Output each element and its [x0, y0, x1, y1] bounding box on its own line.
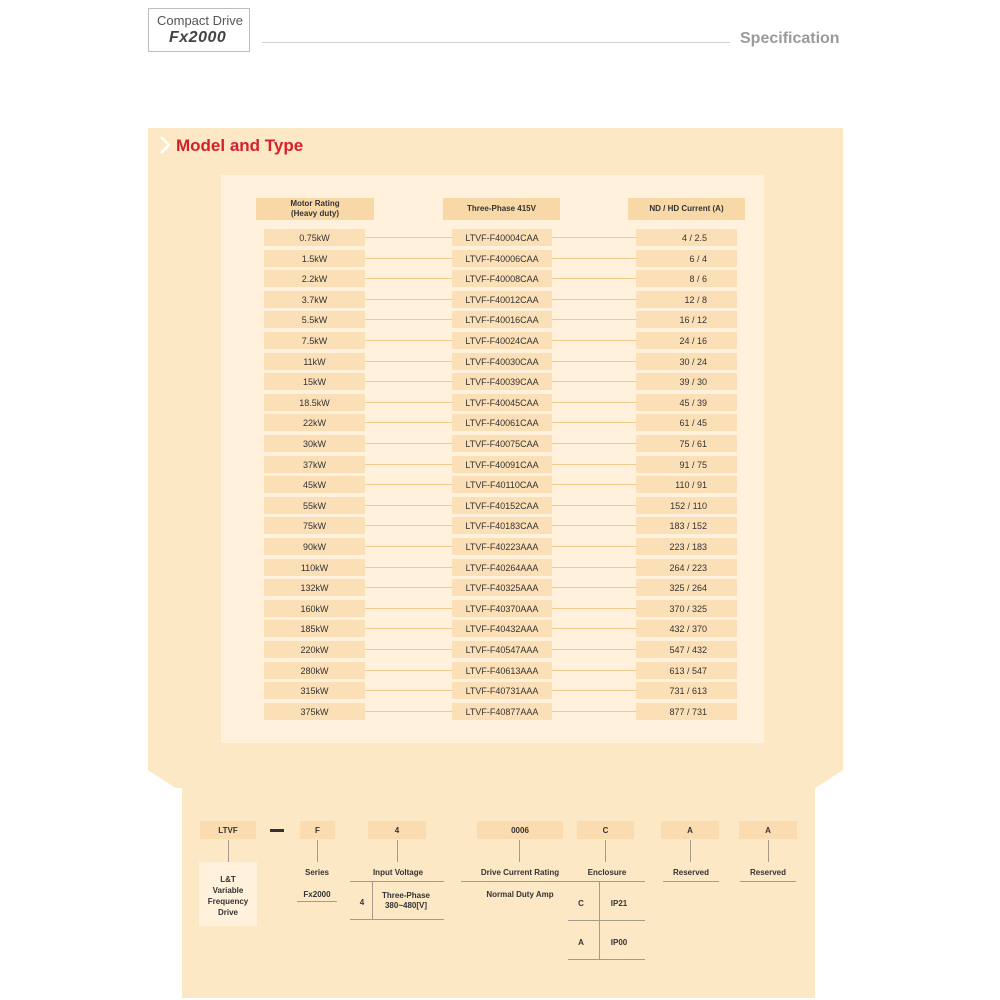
column-header-0: Motor Rating (Heavy duty) — [256, 198, 374, 220]
row-connector — [552, 464, 636, 465]
header-rule — [262, 42, 730, 43]
row-connector — [365, 422, 452, 423]
motor-rating-cell: 45kW — [264, 476, 365, 493]
model-code-cell: LTVF-F40012CAA — [452, 291, 552, 308]
row-connector — [552, 258, 636, 259]
motor-rating-cell: 18.5kW — [264, 394, 365, 411]
enclosure-value-a: IP00 — [610, 938, 628, 947]
row-connector — [365, 299, 452, 300]
row-connector — [552, 690, 636, 691]
current-rule — [461, 881, 577, 882]
current-cell: 75 / 61 — [636, 435, 737, 452]
code-voltage: 4 — [368, 821, 426, 839]
current-cell: 877 / 731 — [636, 703, 737, 720]
code-ltvf: LTVF — [200, 821, 256, 839]
current-cell: 61 / 45 — [636, 414, 737, 431]
model-code-cell: LTVF-F40045CAA — [452, 394, 552, 411]
voltage-label: Input Voltage — [372, 868, 424, 877]
current-cell: 110 / 91 — [636, 476, 737, 493]
model-code-cell: LTVF-F40264AAA — [452, 559, 552, 576]
model-code-cell: LTVF-F40091CAA — [452, 456, 552, 473]
model-code-cell: LTVF-F40731AAA — [452, 682, 552, 699]
row-connector — [365, 381, 452, 382]
enclosure-value-c: IP21 — [610, 899, 628, 908]
row-connector — [552, 525, 636, 526]
motor-rating-cell: 11kW — [264, 353, 365, 370]
enclosure-rule-mid — [568, 920, 645, 921]
enclosure-rule-bottom — [568, 959, 645, 960]
row-connector — [365, 464, 452, 465]
row-connector — [365, 278, 452, 279]
row-connector — [365, 525, 452, 526]
motor-rating-cell: 30kW — [264, 435, 365, 452]
row-connector — [552, 567, 636, 568]
connector — [605, 840, 606, 862]
connector — [397, 840, 398, 862]
current-cell: 613 / 547 — [636, 662, 737, 679]
row-connector — [365, 340, 452, 341]
logo-line1: Compact Drive — [157, 13, 243, 28]
current-cell: 183 / 152 — [636, 517, 737, 534]
row-connector — [552, 340, 636, 341]
current-value: Normal Duty Amp — [486, 890, 554, 899]
section-heading: Specification — [740, 30, 840, 47]
enclosure-rule-top — [568, 881, 645, 882]
current-cell: 16 / 12 — [636, 311, 737, 328]
motor-rating-cell: 220kW — [264, 641, 365, 658]
model-code-cell: LTVF-F40432AAA — [452, 620, 552, 637]
series-rule — [297, 901, 337, 902]
current-cell: 325 / 264 — [636, 579, 737, 596]
row-connector — [552, 711, 636, 712]
model-code-cell: LTVF-F40223AAA — [452, 538, 552, 555]
current-cell: 432 / 370 — [636, 620, 737, 637]
current-cell: 45 / 39 — [636, 394, 737, 411]
connector — [768, 840, 769, 862]
motor-rating-cell: 315kW — [264, 682, 365, 699]
connector — [690, 840, 691, 862]
enclosure-code-c: C — [578, 899, 584, 908]
current-cell: 39 / 30 — [636, 373, 737, 390]
row-connector — [365, 361, 452, 362]
code-reserved-1: A — [661, 821, 719, 839]
connector — [317, 840, 318, 862]
model-panel-bottom — [148, 770, 843, 788]
enclosure-code-a: A — [578, 938, 584, 947]
current-cell: 731 / 613 — [636, 682, 737, 699]
motor-rating-cell: 15kW — [264, 373, 365, 390]
current-cell: 24 / 16 — [636, 332, 737, 349]
motor-rating-cell: 160kW — [264, 600, 365, 617]
code-enclosure: C — [577, 821, 634, 839]
current-cell: 6 / 4 — [636, 250, 737, 267]
row-connector — [365, 649, 452, 650]
model-code-cell: LTVF-F40006CAA — [452, 250, 552, 267]
row-connector — [552, 422, 636, 423]
row-connector — [365, 443, 452, 444]
row-connector — [365, 711, 452, 712]
model-code-cell: LTVF-F40370AAA — [452, 600, 552, 617]
chevron-right-icon — [158, 135, 172, 155]
row-connector — [552, 546, 636, 547]
current-cell: 152 / 110 — [636, 497, 737, 514]
row-connector — [552, 402, 636, 403]
series-value: Fx2000 — [303, 890, 331, 899]
voltage-value: Three-Phase 380~480[V] — [381, 891, 431, 910]
current-cell: 91 / 75 — [636, 456, 737, 473]
motor-rating-cell: 1.5kW — [264, 250, 365, 267]
model-code-cell: LTVF-F40152CAA — [452, 497, 552, 514]
row-connector — [552, 628, 636, 629]
row-connector — [552, 319, 636, 320]
row-connector — [552, 670, 636, 671]
model-code-cell: LTVF-F40016CAA — [452, 311, 552, 328]
column-header-2: ND / HD Current (A) — [628, 198, 745, 220]
logo-line2: Fx2000 — [169, 29, 227, 46]
row-connector — [365, 546, 452, 547]
row-connector — [365, 258, 452, 259]
current-cell: 4 / 2.5 — [636, 229, 737, 246]
model-code-cell: LTVF-F40039CAA — [452, 373, 552, 390]
row-connector — [552, 299, 636, 300]
current-label: Drive Current Rating — [480, 868, 560, 877]
row-connector — [552, 237, 636, 238]
model-code-cell: LTVF-F40325AAA — [452, 579, 552, 596]
motor-rating-cell: 0.75kW — [264, 229, 365, 246]
model-code-cell: LTVF-F40004CAA — [452, 229, 552, 246]
row-connector — [365, 628, 452, 629]
model-code-cell: LTVF-F40024CAA — [452, 332, 552, 349]
current-cell: 223 / 183 — [636, 538, 737, 555]
motor-rating-cell: 2.2kW — [264, 270, 365, 287]
row-connector — [365, 402, 452, 403]
connector — [519, 840, 520, 862]
current-cell: 8 / 6 — [636, 270, 737, 287]
column-header-1: Three-Phase 415V — [443, 198, 560, 220]
motor-rating-cell: 75kW — [264, 517, 365, 534]
row-connector — [365, 484, 452, 485]
model-code-cell: LTVF-F40110CAA — [452, 476, 552, 493]
current-cell: 12 / 8 — [636, 291, 737, 308]
reserved-rule-1 — [663, 881, 719, 882]
code-series: F — [300, 821, 335, 839]
row-connector — [552, 608, 636, 609]
motor-rating-cell: 22kW — [264, 414, 365, 431]
motor-rating-cell: 3.7kW — [264, 291, 365, 308]
reserved-label-2: Reserved — [749, 868, 787, 877]
reserved-rule-2 — [740, 881, 796, 882]
motor-rating-cell: 375kW — [264, 703, 365, 720]
motor-rating-cell: 280kW — [264, 662, 365, 679]
logo — [148, 8, 250, 52]
motor-rating-cell: 185kW — [264, 620, 365, 637]
model-code-cell: LTVF-F40075CAA — [452, 435, 552, 452]
voltage-rule-bottom — [350, 919, 444, 920]
model-code-cell: LTVF-F40613AAA — [452, 662, 552, 679]
current-cell: 547 / 432 — [636, 641, 737, 658]
row-connector — [552, 484, 636, 485]
reserved-label-1: Reserved — [672, 868, 710, 877]
motor-rating-cell: 55kW — [264, 497, 365, 514]
row-connector — [365, 237, 452, 238]
row-connector — [365, 587, 452, 588]
row-connector — [552, 443, 636, 444]
model-code-cell: LTVF-F40061CAA — [452, 414, 552, 431]
row-connector — [552, 361, 636, 362]
code-reserved-2: A — [739, 821, 797, 839]
row-connector — [552, 505, 636, 506]
motor-rating-cell: 90kW — [264, 538, 365, 555]
row-connector — [552, 587, 636, 588]
page-title: Model and Type — [176, 136, 304, 155]
model-code-cell: LTVF-F40547AAA — [452, 641, 552, 658]
model-code-cell: LTVF-F40877AAA — [452, 703, 552, 720]
row-connector — [365, 505, 452, 506]
row-connector — [552, 278, 636, 279]
series-label: Series — [304, 868, 330, 877]
enclosure-label: Enclosure — [587, 868, 627, 877]
row-connector — [365, 670, 452, 671]
voltage-divider — [372, 881, 373, 919]
motor-rating-cell: 37kW — [264, 456, 365, 473]
motor-rating-cell: 7.5kW — [264, 332, 365, 349]
current-cell: 370 / 325 — [636, 600, 737, 617]
row-connector — [365, 690, 452, 691]
current-cell: 30 / 24 — [636, 353, 737, 370]
code-current: 0006 — [477, 821, 563, 839]
voltage-code: 4 — [359, 898, 365, 907]
current-cell: 264 / 223 — [636, 559, 737, 576]
row-connector — [365, 608, 452, 609]
model-code-cell: LTVF-F40008CAA — [452, 270, 552, 287]
code-dash — [270, 829, 284, 832]
row-connector — [552, 381, 636, 382]
motor-rating-cell: 110kW — [264, 559, 365, 576]
model-code-cell: LTVF-F40030CAA — [452, 353, 552, 370]
voltage-rule-top — [350, 881, 444, 882]
row-connector — [365, 567, 452, 568]
model-code-cell: LTVF-F40183CAA — [452, 517, 552, 534]
connector — [228, 840, 229, 862]
motor-rating-cell: 132kW — [264, 579, 365, 596]
row-connector — [365, 319, 452, 320]
motor-rating-cell: 5.5kW — [264, 311, 365, 328]
ltvf-description: L&T Variable Frequency Drive — [207, 875, 249, 917]
row-connector — [552, 649, 636, 650]
